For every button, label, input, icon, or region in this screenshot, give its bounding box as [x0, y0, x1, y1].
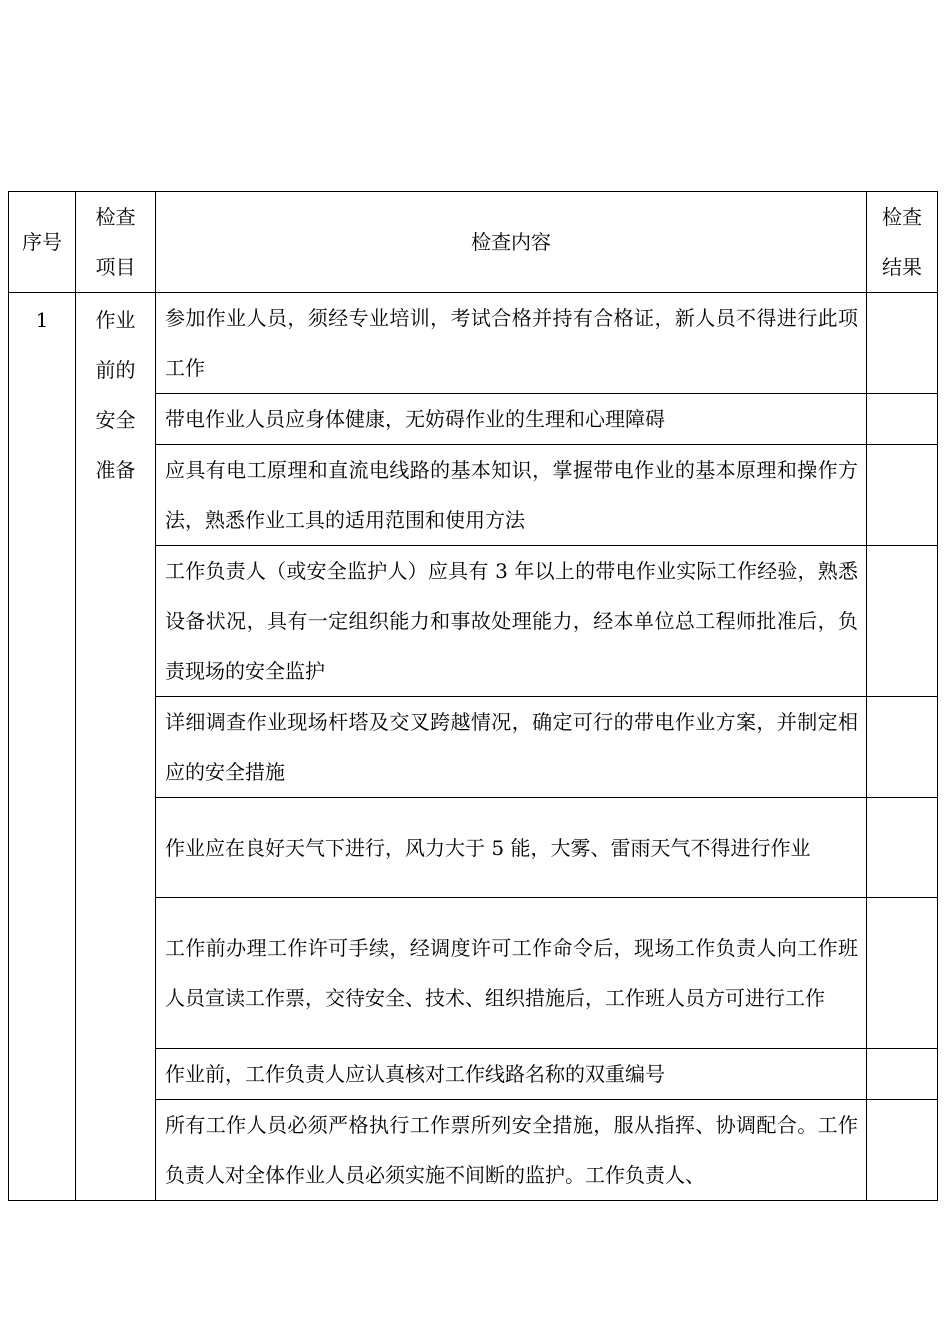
item-line: 作业 [95, 308, 136, 332]
content-cell: 参加作业人员，须经专业培训，考试合格并持有合格证，新人员不得进行此项工作 [156, 293, 867, 394]
result-cell[interactable] [867, 898, 938, 1049]
result-cell[interactable] [867, 1100, 938, 1201]
result-cell[interactable] [867, 445, 938, 546]
seq-cell [9, 293, 76, 1201]
result-cell[interactable] [867, 546, 938, 697]
content-cell: 详细调查作业现场杆塔及交叉跨越情况，确定可行的带电作业方案，并制定相应的安全措施 [156, 697, 867, 798]
item-line: 准备 [95, 458, 136, 482]
header-row [9, 192, 938, 293]
header-content [156, 192, 867, 293]
content-cell: 工作前办理工作许可手续，经调度许可工作命令后，现场工作负责人向工作班人员宣读工作票，交待安全、技术、组织措施后，工作班人员方可进行工作 [156, 898, 867, 1049]
content-cell: 作业前，工作负责人应认真核对工作线路名称的双重编号 [156, 1049, 867, 1100]
content-cell: 带电作业人员应身体健康，无妨碍作业的生理和心理障碍 [156, 394, 867, 445]
seq-number: 1 [35, 308, 49, 332]
item-line: 安全 [95, 408, 136, 432]
header-result-line2: 结果 [882, 255, 922, 279]
header-content-label: 检查内容 [471, 230, 551, 254]
content-cell: 工作负责人（或安全监护人）应具有 3 年以上的带电作业实际工作经验，熟悉设备状况，具有一定组织能力和事故处理能力，经本单位总工程师批准后，负责现场的安全监护 [156, 546, 867, 697]
table-row [9, 293, 938, 394]
result-cell[interactable] [867, 697, 938, 798]
content-cell: 所有工作人员必须严格执行工作票所列安全措施，服从指挥、协调配合。工作负责人对全体作业人员必须实施不间断的监护。工作负责人、 [156, 1100, 867, 1201]
result-cell[interactable] [867, 798, 938, 898]
item-cell [76, 293, 156, 1201]
header-item-line2: 项目 [95, 255, 136, 279]
header-result-line1: 检查 [882, 205, 922, 229]
content-cell: 作业应在良好天气下进行，风力大于 5 能，大雾、雷雨天气不得进行作业 [156, 798, 867, 898]
header-seq-label: 序号 [22, 230, 62, 254]
header-result [867, 192, 938, 293]
inspection-table [8, 191, 938, 1201]
result-cell[interactable] [867, 1049, 938, 1100]
item-line: 前的 [95, 358, 136, 382]
result-cell[interactable] [867, 293, 938, 394]
header-item [76, 192, 156, 293]
content-cell: 应具有电工原理和直流电线路的基本知识，掌握带电作业的基本原理和操作方法，熟悉作业工具的适用范围和使用方法 [156, 445, 867, 546]
header-seq [9, 192, 76, 293]
result-cell[interactable] [867, 394, 938, 445]
header-item-line1: 检查 [95, 205, 136, 229]
